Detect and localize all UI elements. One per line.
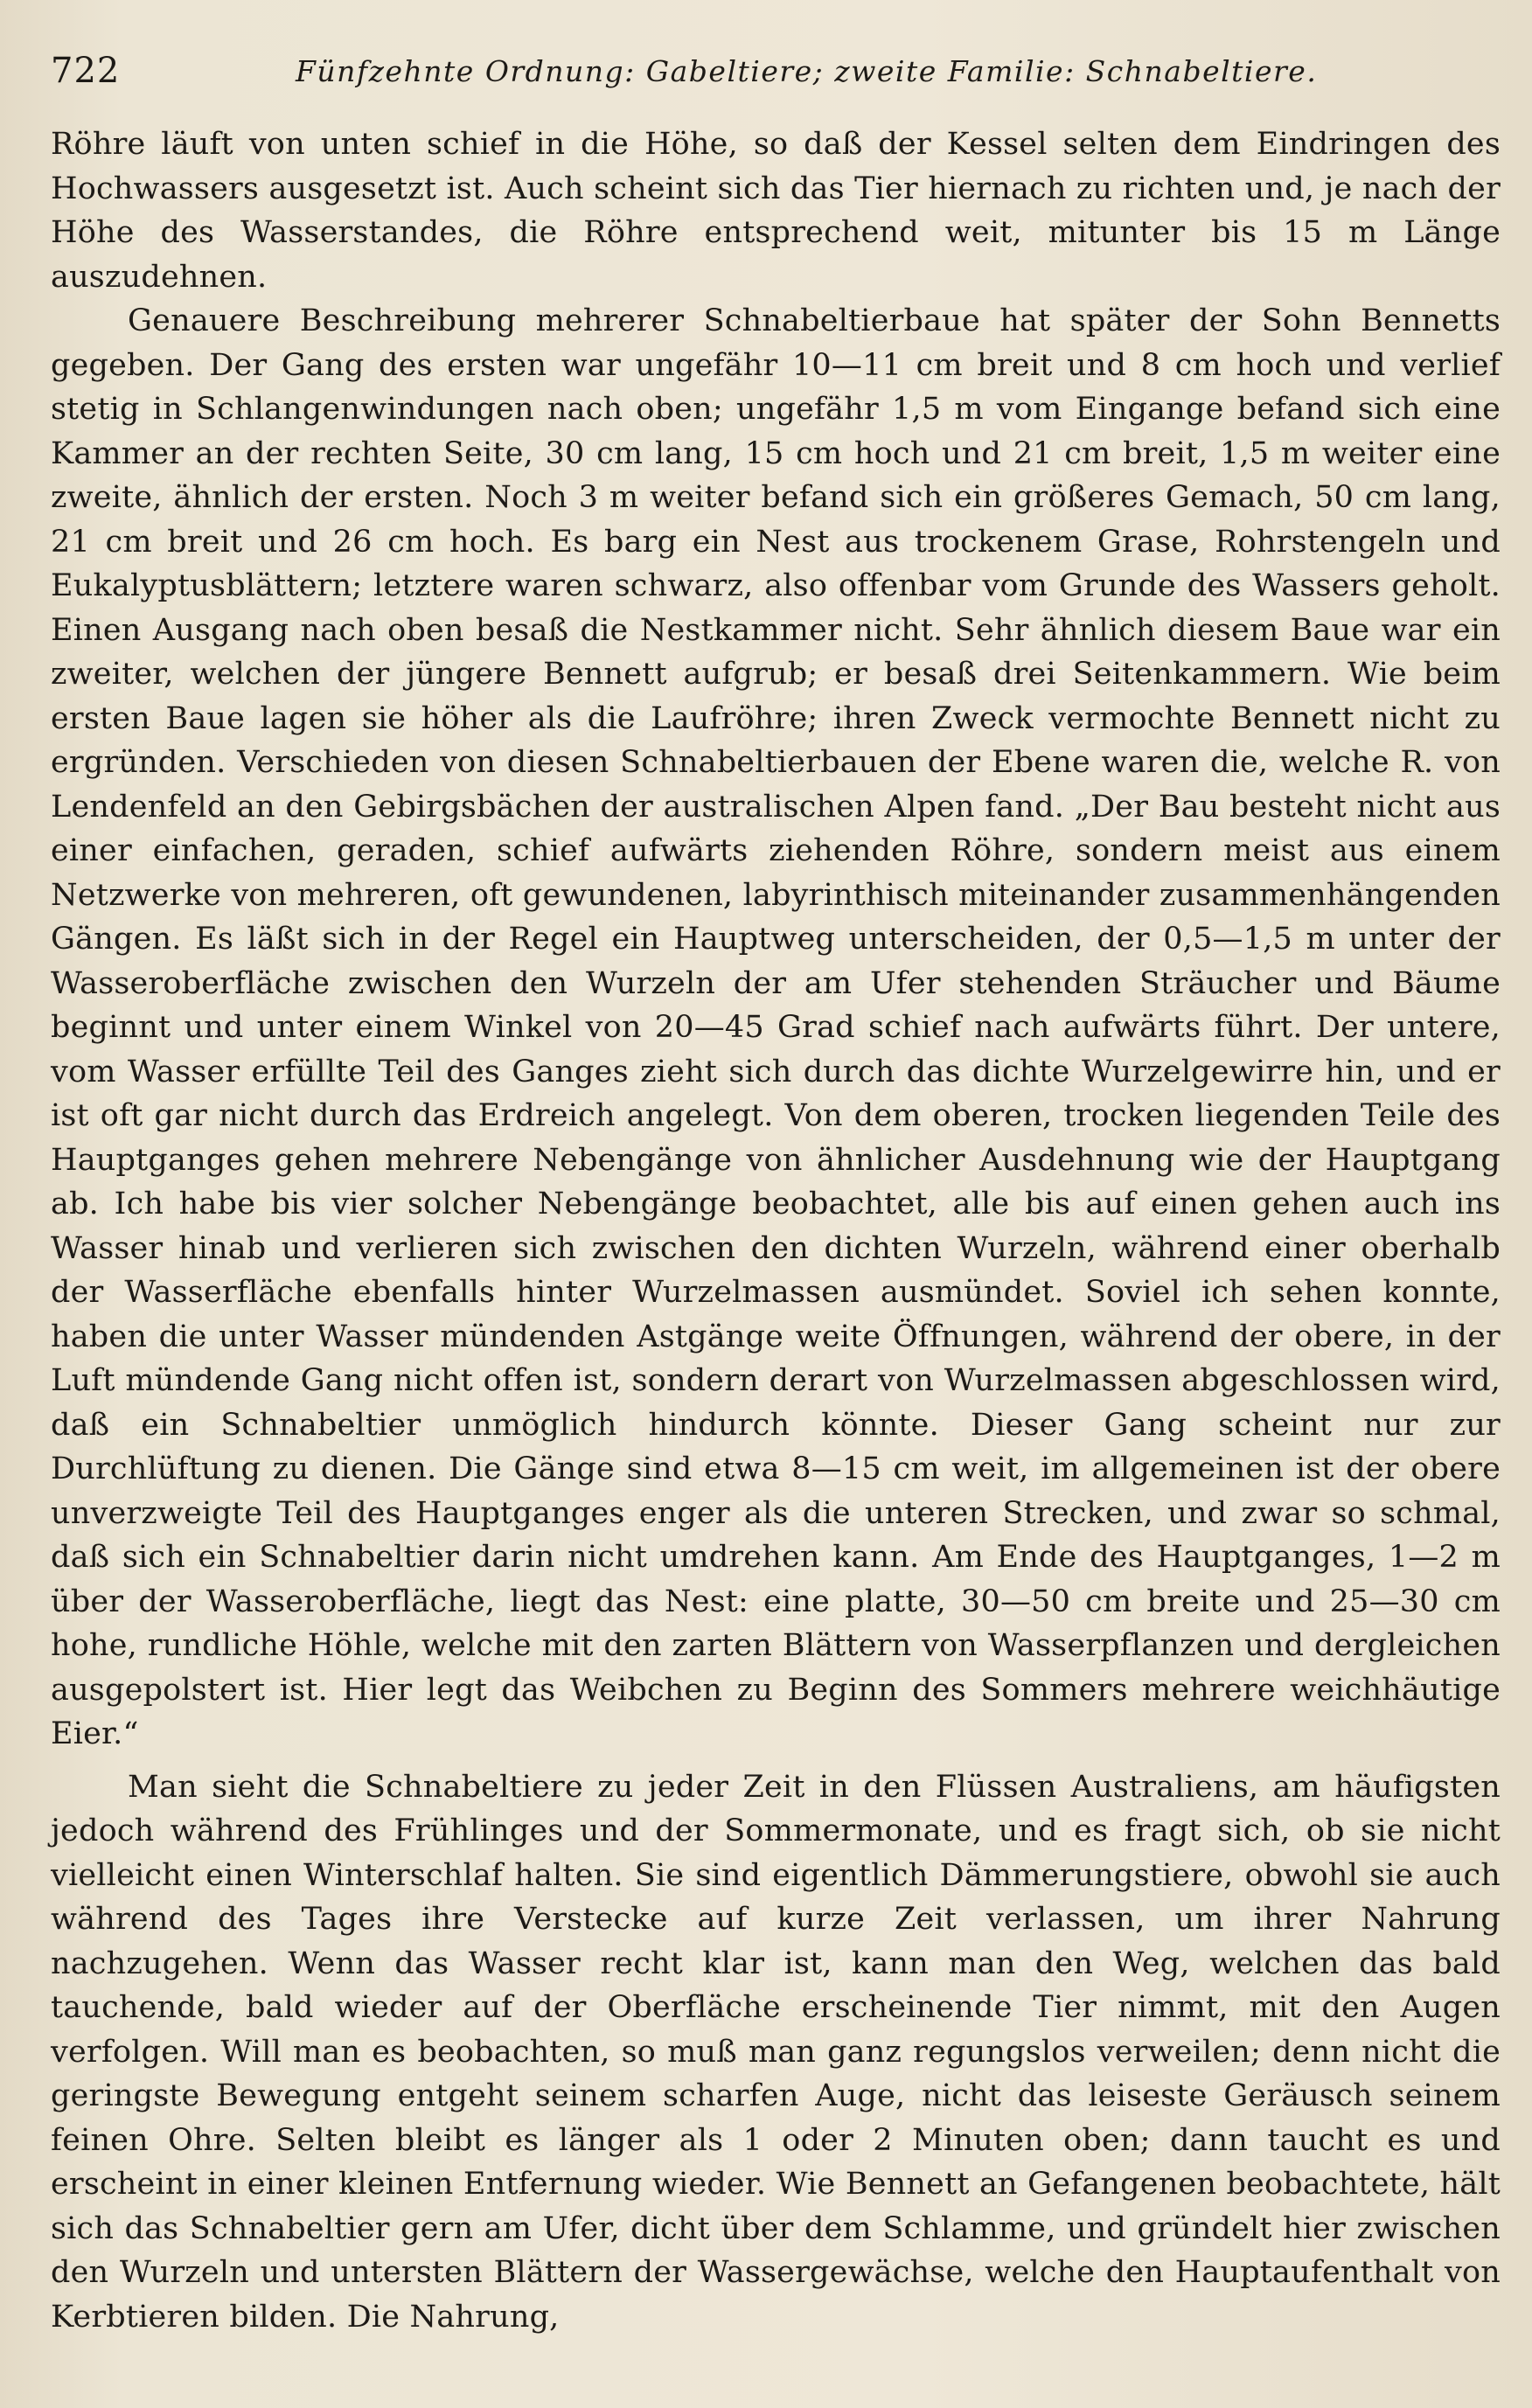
- paragraph-burrow-description: Genauere Beschreibung mehrerer Schnabeltierbaue hat später der Sohn Bennetts gegeben. Der Gang des ersten war ungefähr 10—11 cm breit und 8 cm hoch und verlief stetig in Schlangenwindungen nach oben; ungefähr 1,5 m vom Eingange befand sich eine Kammer an der rechten Seite, 30 cm lang, 15 cm hoch und 21 cm breit, 1,5 m weiter eine zweite, ähnlich der ersten. Noch 3 m weiter befand sich ein größeres Gemach, 50 cm lang, 21 cm breit und 26 cm hoch. Es barg ein Nest aus trockenem Grase, Rohrstengeln und Eukalyptusblättern; letztere waren schwarz, also offenbar vom Grunde des Wassers geholt. Einen Ausgang nach oben besaß die Nestkammer nicht. Sehr ähnlich diesem Baue war ein zweiter, welchen der jüngere Bennett aufgrub; er besaß drei Seitenkammern. Wie beim ersten Baue lagen sie höher als die Laufröhre; ihren Zweck vermochte Bennett nicht zu ergründen. Verschieden von diesen Schnabeltierbauen der Ebene waren die, welche R. von Lendenfeld an den Gebirgsbächen der australischen Alpen fand. „Der Bau besteht nicht aus einer einfachen, geraden, schief aufwärts ziehenden Röhre, sondern meist aus einem Netzwerke von mehreren, oft gewundenen, labyrinthisch miteinander zusammenhängenden Gängen. Es läßt sich in der Regel ein Hauptweg unterscheiden, der 0,5—1,5 m unter der Wasseroberfläche zwischen den Wurzeln der am Ufer stehenden Sträucher und Bäume beginnt und unter einem Winkel von 20—45 Grad schief nach aufwärts führt. Der untere, vom Wasser erfüllte Teil des Ganges zieht sich durch das dichte Wurzelgewirre hin, und er ist oft gar nicht durch das Erdreich angelegt. Von dem oberen, trocken liegenden Teile des Hauptganges gehen mehrere Nebengänge von ähnlicher Ausdehnung wie der Hauptgang ab. Ich habe bis vier solcher Nebengänge beobachtet, alle bis auf einen gehen auch ins Wasser hinab und verlieren sich zwischen den dichten Wurzeln, während einer oberhalb der Wasserfläche ebenfalls hinter Wurzelmassen ausmündet. Soviel ich sehen konnte, haben die unter Wasser mündenden Astgänge weite Öffnungen, während der obere, in der Luft mündende Gang nicht offen ist, sondern derart von Wurzelmassen abgeschlossen wird, daß ein Schnabeltier unmöglich hindurch könnte. Dieser Gang scheint nur zur Durchlüftung zu dienen. Die Gänge sind etwa 8—15 cm weit, im allgemeinen ist der obere unverzweigte Teil des Hauptganges enger als die unteren Strecken, und zwar so schmal, daß sich ein Schnabeltier darin nicht umdrehen kann. Am Ende des Hauptganges, 1—2 m über der Wasseroberfläche, liegt das Nest: eine platte, 30—50 cm breite und 25—30 cm hohe, rundliche Höhle, welche mit den zarten Blättern von Wasserpflanzen und dergleichen ausgepolstert ist. Hier legt das Weibchen zu Beginn des Sommers mehrere weichhäutige Eier.“: [51, 303, 1501, 1751]
- body-text: [51, 122, 1501, 2339]
- page-header: [51, 44, 1485, 96]
- paragraph-behavior: Man sieht die Schnabeltiere zu jeder Zeit in den Flüssen Australiens, am häufigsten jedoch während des Frühlinges und der Sommermonate, und es fragt sich, ob sie nicht vielleicht einen Winterschlaf halten. Sie sind eigentlich Dämmerungstiere, obwohl sie auch während des Tages ihre Verstecke auf kurze Zeit verlassen, um ihrer Nahrung nachzugehen. Wenn das Wasser recht klar ist, kann man den Weg, welchen das bald tauchende, bald wieder auf der Oberfläche erscheinende Tier nimmt, mit den Augen verfolgen. Will man es beobachten, so muß man ganz regungslos verweilen; denn nicht die geringste Bewegung entgeht seinem scharfen Auge, nicht das leiseste Geräusch seinem feinen Ohre. Selten bleibt es länger als 1 oder 2 Minuten oben; dann taucht es und erscheint in einer kleinen Entfernung wieder. Wie Bennett an Gefangenen beobachtete, hält sich das Schnabeltier gern am Ufer, dicht über dem Schlamme, und gründelt hier zwischen den Wurzeln und untersten Blättern der Wassergewächse, welche den Hauptaufenthalt von Kerbtieren bilden. Die Nahrung,: [51, 1769, 1501, 2335]
- paragraph-continued: Röhre läuft von unten schief in die Höhe, so daß der Kessel selten dem Eindringen des Hochwassers ausgesetzt ist. Auch scheint sich das Tier hiernach zu richten und, je nach der Höhe des Wasserstandes, die Röhre entsprechend weit, mitunter bis 15 m Länge auszudehnen.: [51, 127, 1501, 295]
- page-number: 722: [51, 51, 121, 91]
- running-head: Fünfzehnte Ordnung: Gabeltiere; zweite Familie: Schnabeltiere.: [296, 54, 1318, 88]
